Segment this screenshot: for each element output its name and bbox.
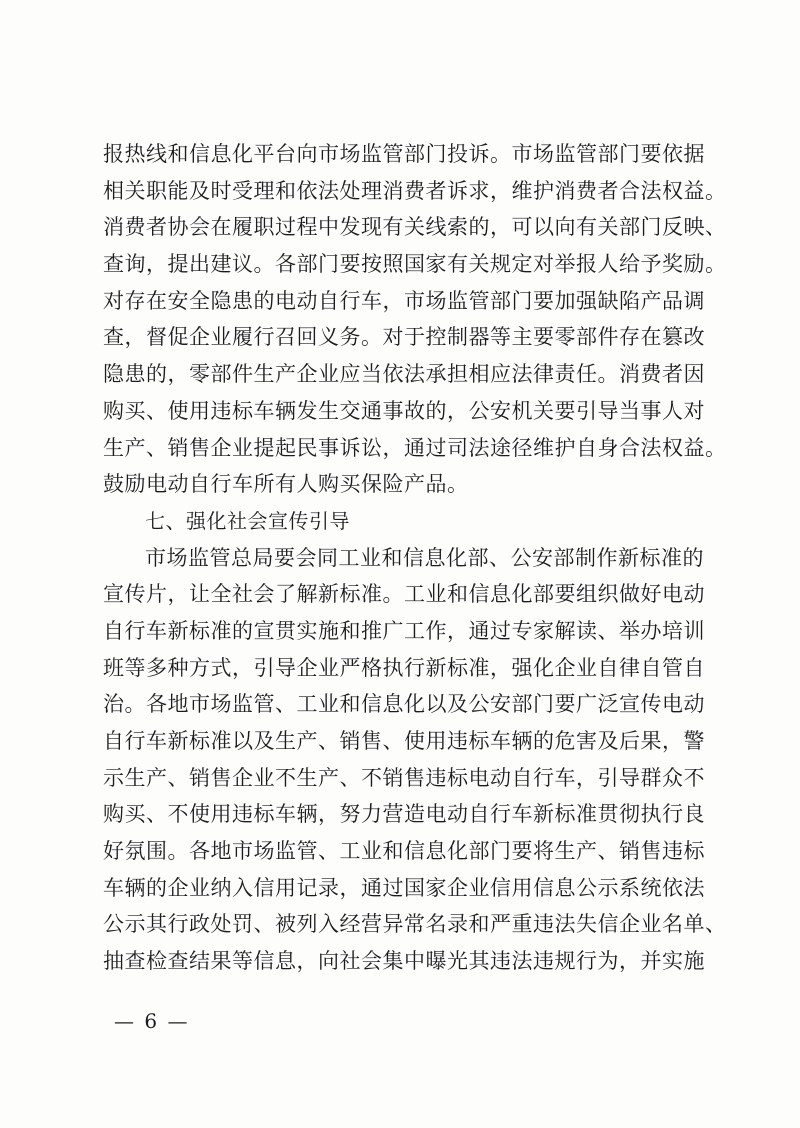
section-line: 抽查检查结果等信息，向社会集中曝光其违法违规行为，并实施 bbox=[103, 949, 705, 974]
body-line: 消费者协会在履职过程中发现有关线索的，可以向有关部门反映、 bbox=[103, 215, 727, 240]
page-number: — 6 — bbox=[114, 1009, 190, 1033]
section-line: 班等多种方式，引导企业严格执行新标准，强化企业自律自管自 bbox=[103, 655, 705, 680]
section-line: 治。各地市场监管、工业和信息化以及公安部门要广泛宣传电动 bbox=[103, 692, 705, 717]
body-line: 购买、使用违标车辆发生交通事故的，公安机关要引导当事人对 bbox=[103, 398, 705, 423]
section-heading: 七、强化社会宣传引导 bbox=[145, 508, 350, 533]
body-line: 隐患的，零部件生产企业应当依法承担相应法律责任。消费者因 bbox=[103, 362, 705, 387]
section-line: 公示其行政处罚、被列入经营异常名录和严重违法失信企业名单、 bbox=[103, 912, 727, 937]
body-line: 报热线和信息化平台向市场监管部门投诉。市场监管部门要依据 bbox=[103, 142, 705, 166]
section-line: 示生产、销售企业不生产、不销售违标电动自行车，引导群众不 bbox=[103, 765, 705, 790]
body-line: 对存在安全隐患的电动自行车，市场监管部门要加强缺陷产品调 bbox=[103, 288, 705, 313]
section-line: 车辆的企业纳入信用记录，通过国家企业信用信息公示系统依法 bbox=[103, 875, 705, 900]
body-line: 生产、销售企业提起民事诉讼，通过司法途径维护自身合法权益。 bbox=[103, 435, 727, 460]
section-line: 好氛围。各地市场监管、工业和信息化部门要将生产、销售违标 bbox=[103, 839, 705, 864]
section-line: 自行车新标准的宣贯实施和推广工作，通过专家解读、举办培训 bbox=[103, 618, 705, 643]
document-body bbox=[103, 136, 727, 980]
section-line: 宣传片，让全社会了解新标准。工业和信息化部要组织做好电动 bbox=[103, 582, 705, 607]
body-line: 相关职能及时受理和依法处理消费者诉求，维护消费者合法权益。 bbox=[103, 178, 727, 203]
body-line: 查询，提出建议。各部门要按照国家有关规定对举报人给予奖励。 bbox=[103, 252, 727, 277]
section-line: 购买、不使用违标车辆，努力营造电动自行车新标准贯彻执行良 bbox=[103, 802, 705, 827]
section-line: 市场监管总局要会同工业和信息化部、公安部制作新标准的 bbox=[145, 545, 704, 570]
body-line: 鼓励电动自行车所有人购买保险产品。 bbox=[103, 472, 469, 497]
body-line: 查，督促企业履行召回义务。对于控制器等主要零部件存在篡改 bbox=[103, 325, 705, 350]
section-line: 自行车新标准以及生产、销售、使用违标车辆的危害及后果，警 bbox=[103, 729, 705, 753]
